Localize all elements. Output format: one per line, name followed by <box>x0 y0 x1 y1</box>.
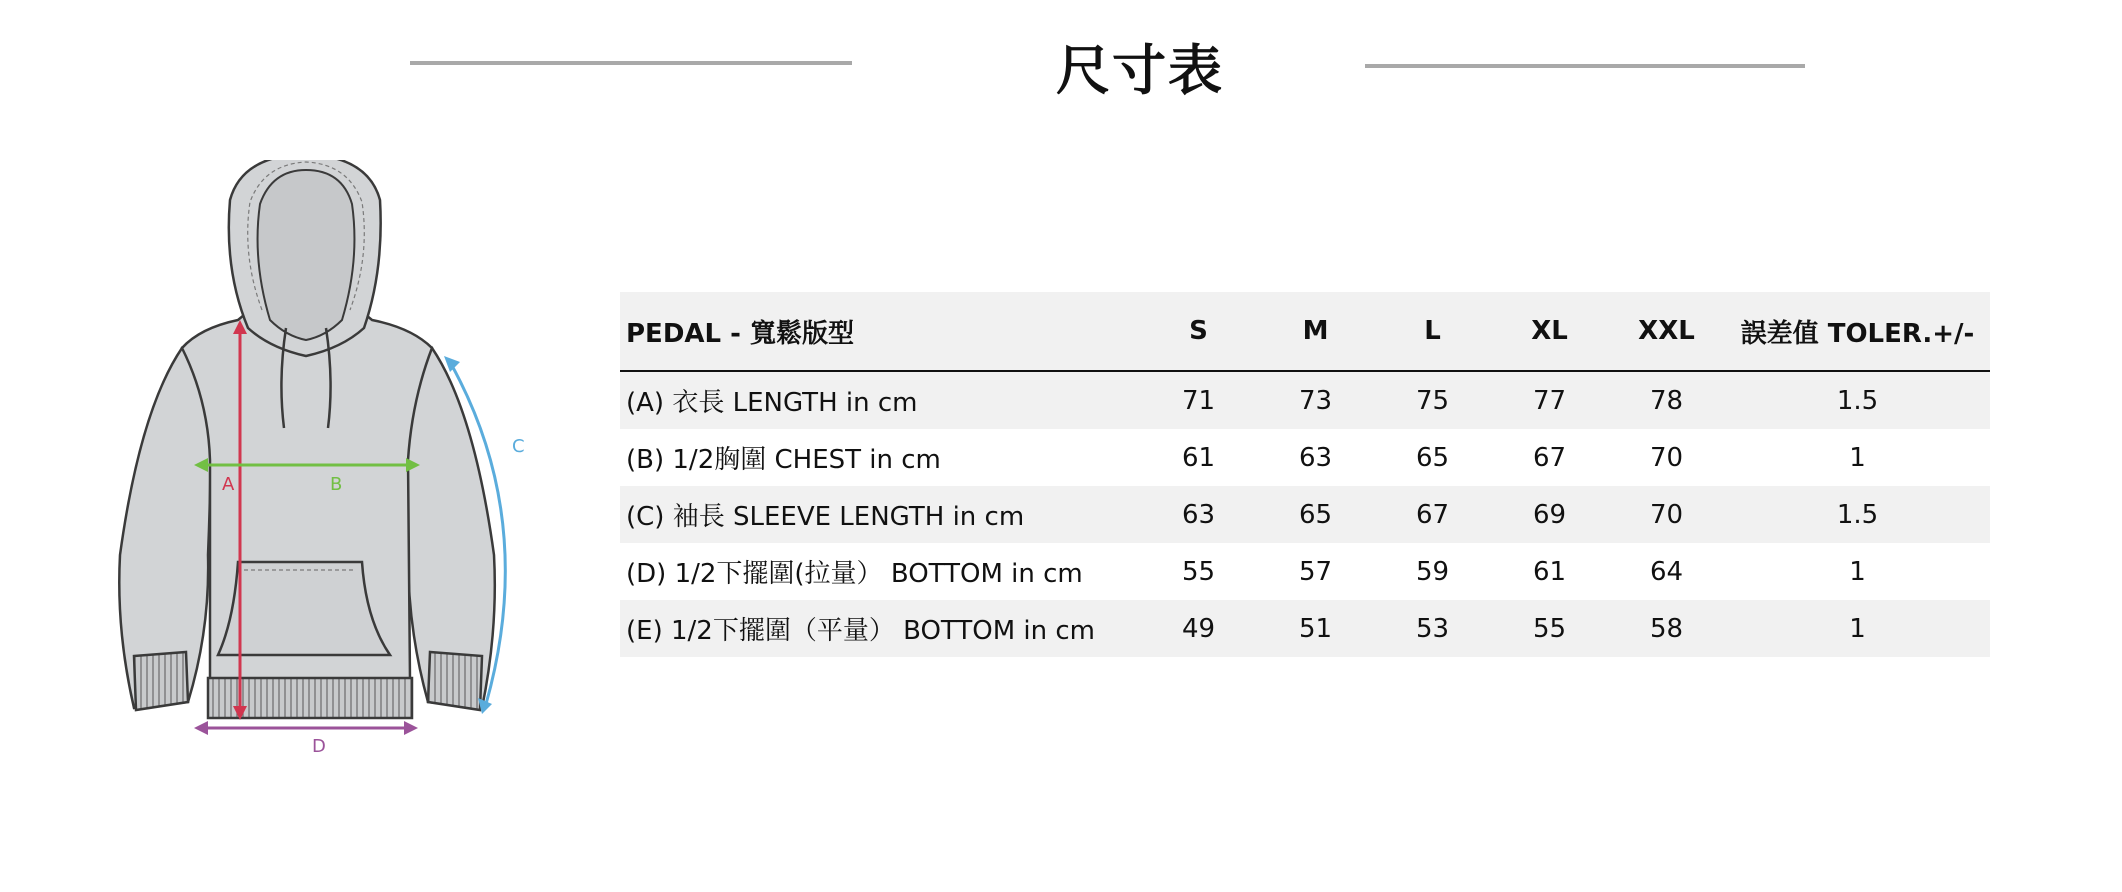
tolerance-cell: 1.5 <box>1725 371 1990 429</box>
row-label: (A) 衣長 LENGTH in cm <box>620 371 1140 429</box>
left-cuff <box>134 652 188 710</box>
table-cell: 55 <box>1181 556 1216 587</box>
table-cell: 63 <box>1298 442 1333 473</box>
table-row <box>620 543 1990 600</box>
header-label: PEDAL - 寬鬆版型 <box>620 292 1140 371</box>
table-row <box>620 429 1990 486</box>
right-cuff <box>428 652 482 710</box>
label-c: C <box>512 436 525 457</box>
table-cell: 69 <box>1491 486 1608 543</box>
header-size: M <box>1257 292 1374 371</box>
hoodie-illustration <box>119 160 495 718</box>
table-cell: 63 <box>1140 486 1257 543</box>
table-cell: 53 <box>1374 600 1491 657</box>
table-cell: 64 <box>1649 556 1684 587</box>
hoodie-measurement-diagram <box>90 160 550 760</box>
table-cell: 70 <box>1608 486 1725 543</box>
table-cell: 55 <box>1491 600 1608 657</box>
table-header-row <box>620 292 1990 371</box>
header-size: L <box>1374 292 1491 371</box>
kangaroo-pocket <box>218 562 390 655</box>
table-cell: 51 <box>1257 600 1374 657</box>
table-cell: 73 <box>1257 371 1374 429</box>
table-cell: 58 <box>1608 600 1725 657</box>
table-cell: 49 <box>1140 600 1257 657</box>
table-cell: 67 <box>1374 486 1491 543</box>
page-title: 尺寸表 <box>1056 39 1224 102</box>
tolerance-cell: 1 <box>1725 600 1990 657</box>
table-cell: 59 <box>1415 556 1450 587</box>
title-rule-right <box>1365 64 1805 68</box>
tolerance-cell: 1 <box>1849 442 1866 473</box>
table-row <box>620 486 1990 543</box>
tolerance-cell: 1 <box>1849 556 1866 587</box>
header-tolerance: 誤差值 TOLER.+/- <box>1725 292 1990 371</box>
table-cell: 70 <box>1649 442 1684 473</box>
table-row <box>620 600 1990 657</box>
table-cell: 61 <box>1181 442 1216 473</box>
table-cell: 78 <box>1608 371 1725 429</box>
row-label: (C) 袖長 SLEEVE LENGTH in cm <box>620 486 1140 543</box>
size-table <box>620 292 1990 657</box>
table-cell: 75 <box>1374 371 1491 429</box>
table-cell: 77 <box>1491 371 1608 429</box>
table-row <box>620 371 1990 429</box>
table-cell: 71 <box>1140 371 1257 429</box>
table-cell: 65 <box>1415 442 1450 473</box>
table-cell: 65 <box>1257 486 1374 543</box>
label-b: B <box>330 474 343 495</box>
row-label: (D) 1/2下擺圍(拉量） BOTTOM in cm <box>626 559 1083 589</box>
table-cell: 61 <box>1532 556 1567 587</box>
row-label: (E) 1/2下擺圍（平量） BOTTOM in cm <box>620 600 1140 657</box>
title-rule-left <box>410 61 852 65</box>
label-a: A <box>222 474 235 495</box>
measurement-d <box>194 721 418 757</box>
table-cell: 67 <box>1532 442 1567 473</box>
header-size: S <box>1140 292 1257 371</box>
hood-inner-panel <box>258 170 355 340</box>
header-size: XXL <box>1608 292 1725 371</box>
label-d: D <box>312 736 326 757</box>
header-size: XL <box>1491 292 1608 371</box>
tolerance-cell: 1.5 <box>1725 486 1990 543</box>
row-label: (B) 1/2胸圍 CHEST in cm <box>626 445 941 475</box>
table-cell: 57 <box>1298 556 1333 587</box>
